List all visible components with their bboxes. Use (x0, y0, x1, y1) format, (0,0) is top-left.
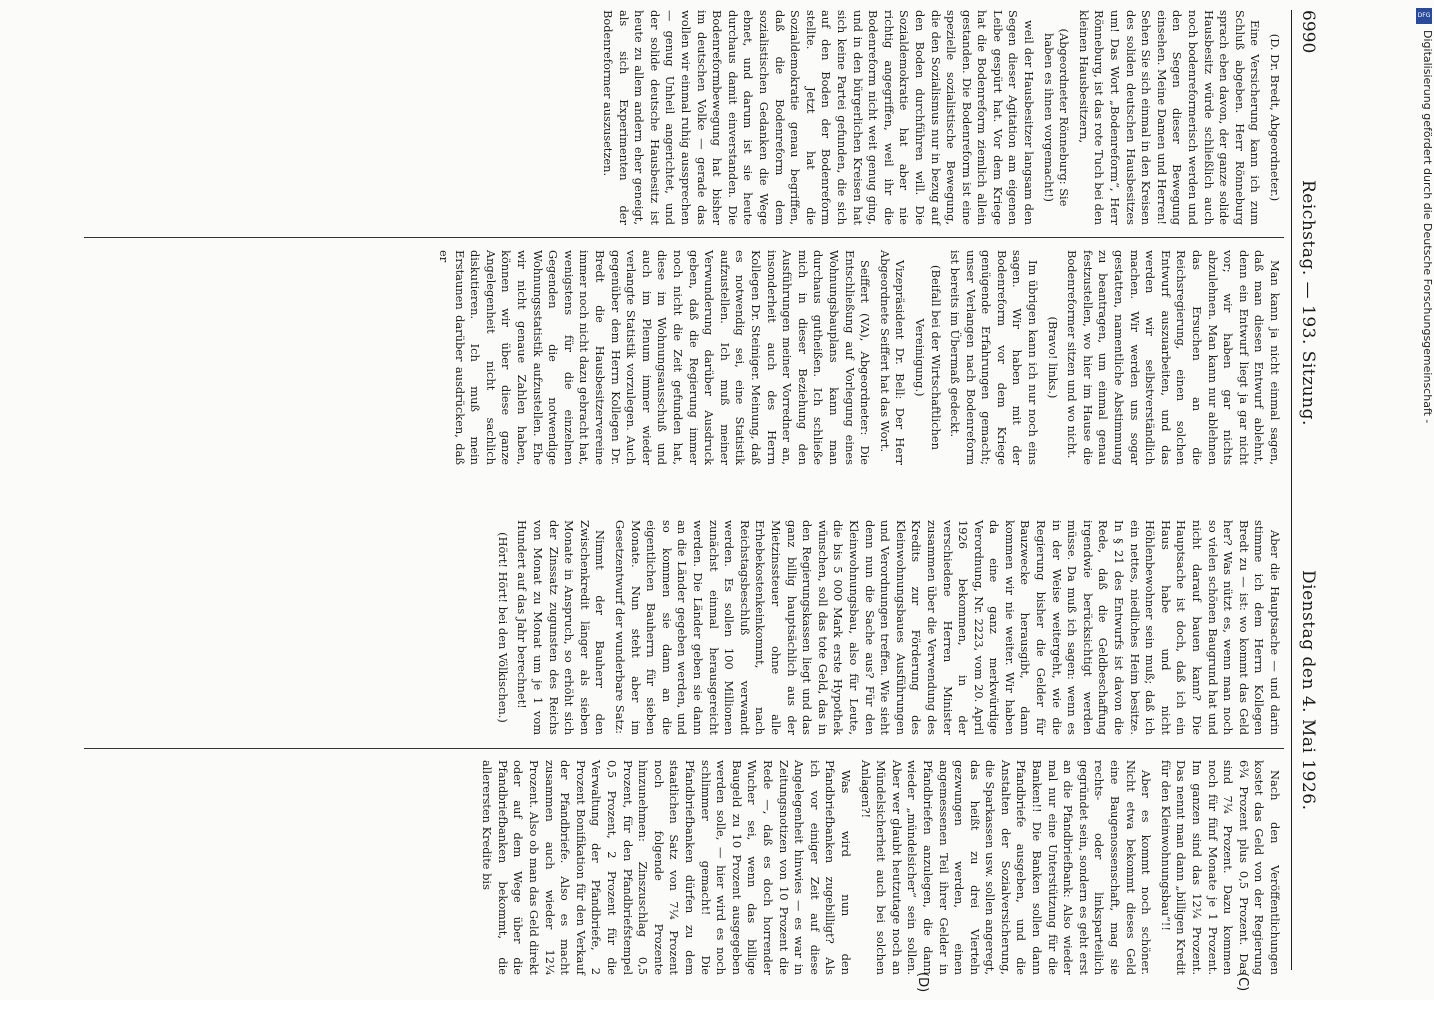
paragraph: weil der Hausbesitzer langsam den Segen dieser Agitation am eigenen Leibe gespürt hat. Vor dem Kriege hat die Bodenreform ziemlich allein gestanden. Die Bodenreform ist eine spezielle sozialistische Bewegung, die den Sozialismus nur in bezug auf den Boden durchführen will. Die Sozialdemokratie hat aber nie richtig angegriffen, weil ihr die Bodenreform nicht weit genug ging, und in den bürgerlichen Kreisen hat sich keine Partei gefunden, die sich auf den Boden der Bodenreform stellte. Jetzt hat die Sozialdemokratie genau begriffen, daß die Bodenreform dem sozialistischen Gedanken die Wege ebnet, und darum ist sie heute durchaus damit einverstanden. Die Bodenreformbewegung hat bisher im deutschen Volke — gerade das wollen wir einmal ruhig aussprechen — genug Unheil angerichtet, und der solide deutsche Hausbesitz ist heute zu allem andern eher geneigt, als sich Experimenten der Bodenreformer auszusetzen. (601, 10, 1037, 225)
interjection: (Beifall bei der Wirtschaftlichen Vereinigung.) (912, 265, 943, 450)
paragraph: Vizepräsident Dr. Bell: Der Herr Abgeordnete Seiffert hat das Wort. (877, 250, 908, 465)
text-column-right (72, 520, 1282, 735)
paragraph: Nach den Veröffentlichungen kostet das Geld von der Regierung 6¾ Prozent plus 0,5 Prozent. Das sind 7¼ Prozent. Dazu kommen noch für fünf Monate je 1 Prozent. Im ganzen sind das 12¼ Prozent. Das nennt man dann „billigen Kredit für den Kleinwohnungsbau“!! (1158, 760, 1282, 975)
rotated-content (80, 0, 1330, 993)
column-divider (84, 237, 1284, 238)
credit-text: Digitalisierung gefördert durch die Deutsche Forschungsgemeinschaft - (1421, 30, 1434, 424)
paragraph: Im übrigen kann ich nur noch eins sagen. Wir haben mit der Bodenreform vor dem Kriege genügende Erfahrungen gemacht; unser Verlangen nach Bodenreform ist bereits im Übermaß gedeckt. (948, 250, 1041, 465)
interjection: (Abgeordneter Rönneburg: Sie haben es ihnen vorgemacht!) (1041, 28, 1072, 207)
quote: Nimmt der Bauherr den Zwischenkredit länger als sieben Monate in Anspruch, so erhöht sich der Zinssatz zugunsten des Reichs von Monat zu Monat um je 1 vom Hundert auf das Jahr berechnet! (515, 520, 608, 735)
margin-marker-a (1215, 0, 1230, 1)
page-header (1291, 10, 1322, 970)
speaker-line: (D. Dr. Bredt, Abgeordneter.) (1268, 33, 1282, 202)
margin-marker-d: (D) (915, 972, 930, 993)
interjection: (Hört! Hört! bei den Völkischen.) (495, 532, 510, 723)
paragraph: Was wird nun den Pfandbriefbanken zugebilligt? Als ich vor einiger Zeit auf diese Angelegenheit hinwies — es war in Zeitungsnotizen von 10 Prozent die Rede —, daß es doch horrender Wucher sei, wenn das billige Baugeld zu 10 Prozent ausgegeben werden solle, — hier wird es noch schlimmer gemacht! Die Pfandbriefbanken dürfen zu dem staatlichen Satz von 7¼ Prozent noch folgende Prozente hinzunehmen: Zinszuschlag 0,5 Prozent, für den Pfandbriefstempel 0,5 Prozent, 2 Prozent für die Verwaltung der Pfandbriefe, 2 Prozent Bonifikation für den Verkauf der Pfandbriefe. Also es macht zusammen auch wieder 12¼ Prozent. Also ob man das Geld direkt oder auf dem Wege über die Pfandbriefbanken bekommt, die allerersten Kredite bis (480, 760, 853, 975)
margin-marker-b (675, 0, 690, 1)
paragraph: Aber die Hauptsache — und darin stimme ich dem Herrn Kollegen Bredt zu — ist: wo kommt das Geld her? Was nützt es, wenn man noch so vielen schönen Baugrund hat und nicht darauf bauen kann? Die Hauptsache ist doch, daß ich ein Haus habe und nicht Höhlenbewohner sein muß; daß ich ein nettes, niedliches Heim besitze. In § 21 des Entwurfs ist davon die Rede, daß die Geldbeschaffung irgendwie berücksichtigt werden müsse. Da muß ich sagen: wenn es in der Weise weitergeht, wie die Regierung bisher die Gelder für Bauzwecke herausgibt, dann kommen wir nie weiter. Wir haben da eine ganz merkwürdige Verordnung, Nr. 2223, vom 20. April 1926 bekommen, in der verschiedene Herren Minister zusammen über die Verwendung des Kredits zur Förderung des Kleinwohnungsbaues Ausführungen und Verordnungen treffen. Wie sieht denn nun die Sache aus? Für den Kleinwohnungsbau, also für Leute, die bis 5 000 Mark erste Hypothek wünschen, soll das tote Geld, das in den Regierungskassen liegt und das ganz billig hauptsächlich aus der Mietzinssteuer ohne alle Erhebekostenkeinkommt, nach Reichstagsbeschluß verwandt werden. Es sollen 100 Millionen zunächst einmal herausgereicht werden. Die Länder geben sie dann an die Länder gegeben werden, und so kommen sie dann an die eigentlichen Bauherrn für sieben Monate. Nun steht aber im Gesetzentwurf der wunderbare Satz: (613, 520, 1282, 735)
column-divider (84, 748, 1284, 749)
paragraph: Aber es kommt noch schöner. Nicht etwa bekommt dieses Geld eine Baugenossenschaft, mag sie rechts- oder linksparteilich gegründet sein, sondern es geht erst an die Pfandbriefbank: Also wieder mal nur eine Unterstützung für die Banken!! Die Banken sollen dann Pfandbriefe ausgeben, und die Anstalten der Sozialversicherung, die Sparkassen usw. sollen angeregt, das heißt zu drei Vierteln gezwungen werden, einen angemessenen Teil ihrer Gelder in Pfandbriefen anzulegen, die dann wieder „mündelsicher“ sein sollen. Aber wer glaubt heutzutage noch an Mündelsicherheit auch bei solchen Anlagen?! (858, 760, 1154, 975)
text-column-left-2 (72, 250, 1282, 465)
margin-marker-c: (C) (1235, 972, 1250, 992)
session-title: Reichstag. — 193. Sitzung. (1298, 180, 1318, 426)
paragraph: Seiffert (VA), Abgeordneter: Die Entschließung auf Vorlegung eines Wohnungsbauplans kann man durchaus gutheißen. Ich schließe mich in dieser Beziehung den Ausführungen meiner Vorredner an, insonderheit auch des Herrn Kollegen Dr. Steiniger. Meinung, daß es notwendig sei, eine Statistik aufzustellen. Ich muß meiner Verwunderung darüber Ausdruck geben, daß die Regierung immer noch nicht die Zeit gefunden hat, diese im Wohnungsausschuß und auch im Plenum immer wieder verlangte Statistik vorzulegen. Auch gegenüber dem Herrn Kollegen Dr. Bredt die Hausbesitzervereine immer noch nicht dazu gebracht hat, wenigstens für die einzelnen Gegenden die notwendige Wohnungsstatistik aufzustellen. Ehe wir nicht genaue Zahlen haben, können wir über diese ganze Angelegenheit nicht sachlich diskutieren. Ich muß mein Erstaunen darüber ausdrücken, daß er (437, 250, 873, 465)
digitization-credit (1414, 8, 1434, 998)
dfg-logo: DFG (1416, 8, 1432, 24)
paragraph: Man kann ja nicht einmal sagen, daß man diesen Entwurf ablehnt, denn ein Entwurf liegt ja gar nicht vor; wir haben gar nichts abzulehnen. Man kann nur ablehnen das Ersuchen an die Reichsregierung, einen solchen Entwurf auszuarbeiten, und das werden wir selbstverständlich machen. Wir werden uns sogar gestatten, namentliche Abstimmung zu beantragen, um einmal genau festzustellen, wo hier im Hause die Bodenreformer sitzen und wo nicht. (1065, 250, 1282, 465)
page-number: 6990 (1298, 10, 1318, 54)
text-column-right-2 (72, 760, 1282, 975)
paragraph: Eine Versicherung kann ich zum Schluß abgeben. Herr Rönneburg sprach eben davon, der ganze solide Hausbesitz würde schließlich auch noch bodenreformerisch werden und den Segen dieser Bewegung einsehen. Meine Damen und Herren! Sehen Sie sich einmal in den Kreisen des soliden deutschen Hausbesitzes um! Das Wort „Bodenreform“, Herr Rönneburg, ist das rote Tuch bei den kleinen Hausbesitzern, (1076, 10, 1263, 225)
session-date: Dienstag den 4. Mai 1926. (1298, 570, 1318, 811)
text-column-left (72, 10, 1282, 225)
interjection: (Bravo! links.) (1045, 316, 1060, 399)
